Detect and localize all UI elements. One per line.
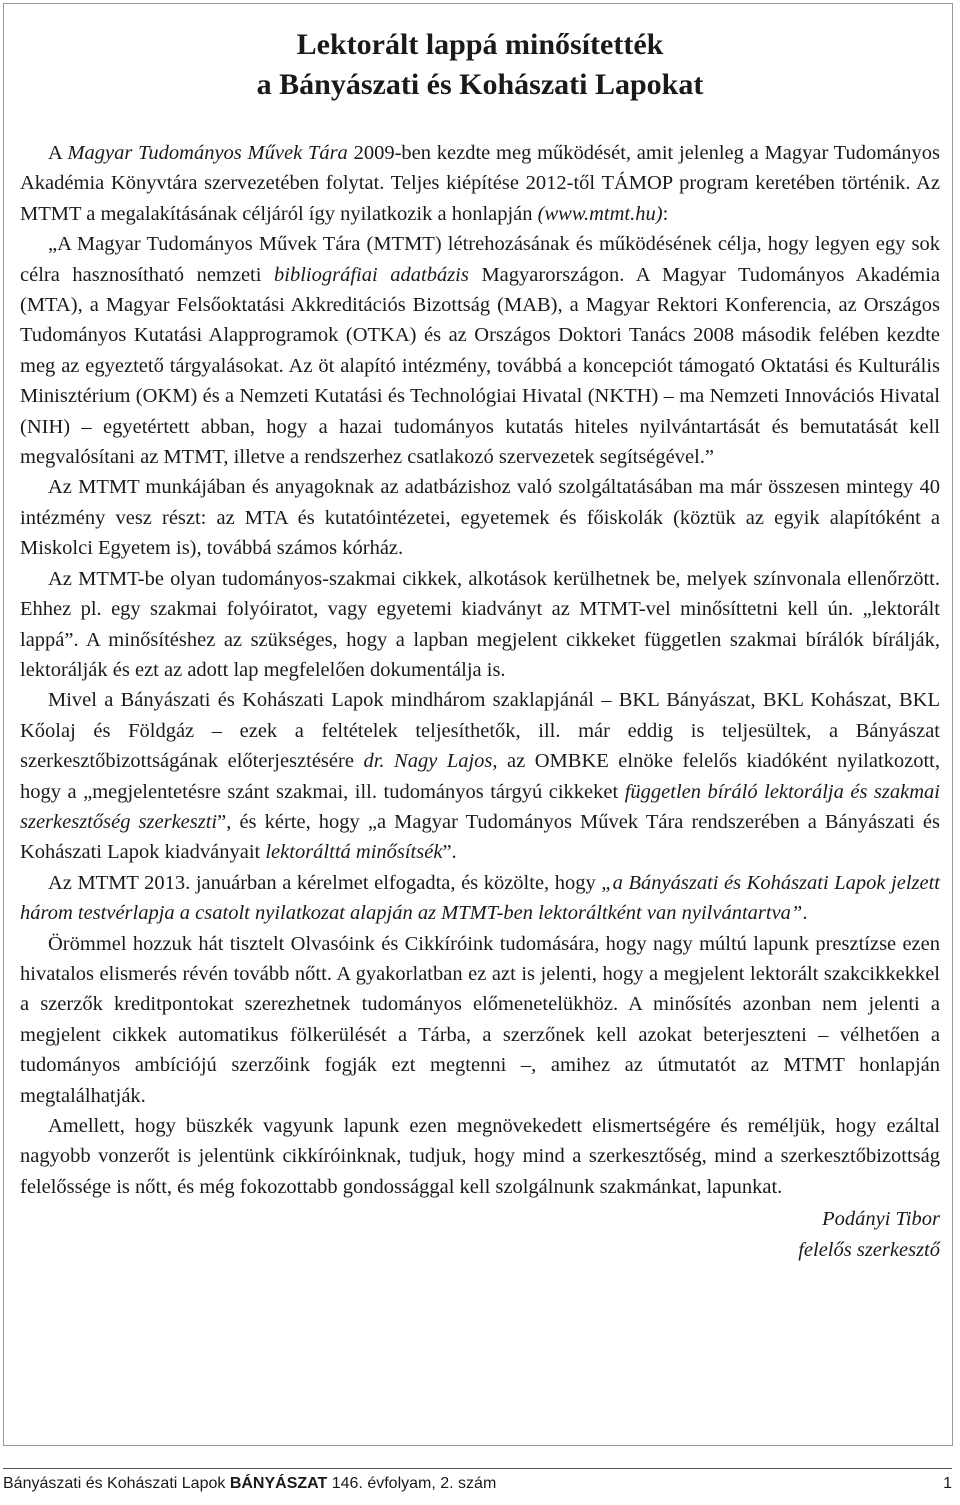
italic-run: Magyar Tudományos Művek Tára [67, 142, 348, 164]
article-title [0, 25, 960, 105]
paragraph-participants: Az MTMT munkájában és anyagoknak az adatbázishoz való szolgáltatásában ma már összesen mintegy 40 intézmény vesz részt: az MTA és kutatóintézetei, egyetemek és főiskolák (köztük az egyik alapítóként a Miskolci Egyetem is), továbbá számos kórház. [20, 476, 940, 560]
article-body [20, 138, 940, 1265]
paragraph-lektoralt: Az MTMT-be olyan tudományos-szakmai cikkek, alkotások kerülhetnek be, melyek színvonala ellenőrzött. Ehhez pl. egy szakmai folyóiratot, vagy egyetemi kiadványt az MTMT-vel minősíttetni kell ún. „lektorált lappá”. A minősítéshez az szükséges, hogy a lapban megjelent cikkeket független szakmai bírálók bírálják, lektorálják és ezt az adott lap megfelelően dokumentálja is. [20, 567, 940, 681]
paragraph-intro: A Magyar Tudományos Művek Tára 2009-ben kezdte meg működését, amit jelenleg a Magyar Tudományos Akadémia Könyvtára szervezetében folytat. Teljes kiépítése 2012-től TÁMOP program keretében történik. Az MTMT a megalakításának céljáról így nyilatkozik a honlapján (www.mtmt.hu): [20, 142, 940, 225]
page-footer [3, 1468, 952, 1499]
page-number: 1 [943, 1475, 952, 1492]
paragraph-prestige: Örömmel hozzuk hát tisztelt Olvasóink és Cikkíróink tudomására, hogy nagy múltú lapunk presztízse ezen hivatalos elismerés révén tovább nőtt. A gyakorlatban ez azt is jelenti, hogy a megjelent lektorált szakcikkekkel a szerzők kreditpontokat szerezhetnek tudományos előmenetelükhöz. A minősítés azonban nem jelenti a megjelent cikkek automatikus fölkerülését a Tárba, a szerzőnek kell azokat beterjeszteni – vélhetően a tudományos ambíciójú szerzőink fogják ezt megtenni –, amihez az útmutatót az MTMT honlapján megtalálhatják. [20, 932, 940, 1107]
paragraph-closing: Amellett, hogy büszkék vagyunk lapunk ezen megnövekedett elismertségére és reméljük, hogy ezáltal nagyobb vonzerőt is jelentünk cikkíróinknak, tudjuk, hogy mind a szerkesztőség, mind a szerkesztőbizottság felelőssége is nőtt, és még fokozottabb gondossággal kell szolgálnunk szakmánkat, lapunkat. [20, 1115, 940, 1198]
footer-journal: Bányászati és Kohászati Lapok [3, 1475, 226, 1492]
paragraph-decision: Az MTMT 2013. januárban a kérelmet elfogadta, és közölte, hogy „a Bányászati és Kohászati Lapok jelzett három testvérlapja a csatolt nyilatkozat alapján az MTMT-ben lektoráltként van nyilvántartva”. [20, 871, 940, 925]
footer-issue: 146. évfolyam, 2. szám [331, 1475, 497, 1492]
italic-run: „a Bányászati és Kohászati Lapok jelzett három testvérlapja a csatolt nyilatkozat alapján az MTMT-ben lektoráltként van nyilvántartva” [20, 871, 940, 925]
signature-name: Podányi Tibor [822, 1208, 940, 1231]
paragraph-quote: „A Magyar Tudományos Művek Tára (MTMT) létrehozásának és működésének célja, hogy legyen egy sok célra hasznosítható nemzeti bibliográfiai adatbázis Magyarországon. A Magyar Tudományos Akadémia (MTA), a Magyar Felsőoktatási Akkreditációs Bizottság (MAB), a Magyar Rektori Konferencia, az Országos Tudományos Kutatási Alapprogramok (OTKA) és az Országos Doktori Tanács 2008 második felében kezdte meg az egyeztető tárgyalásokat. Az öt alapító intézmény, továbbá a koncepciót támogató Oktatási és Kulturális Minisztérium (OKM) és a Nemzeti Kutatási és Technológiai Hivatal (NKTH) – ma Nemzeti Innovációs Hivatal (NIH) – egyetértett abban, hogy a hazai tudományos kutatás hiteles nyilvántartását és bemutatását kell megvalósítani az MTMT, illetve a rendszerhez csatlakozó szervezetek segítségével.” [20, 233, 940, 469]
paragraph-bkl: Mivel a Bányászati és Kohászati Lapok mindhárom szaklapjánál – BKL Bányászat, BKL Kohászat, BKL Kőolaj és Földgáz – ezek a feltételek teljesíthetők, ill. már eddig is teljesültek, a Bányászat szerkesztőbizottságának előterjesztésére dr. Nagy Lajos, az OMBKE elnöke felelős kiadóként nyilatkozott, hogy a „megjelentetésre szánt szakmai, ill. tudományos tárgyú cikkeket független bíráló lektorálja és szakmai szerkesztőség szerkeszti”, és kérte, hogy „a Magyar Tudományos Művek Tára rendszerében a Bányászati és Kohászati Lapok kiadványait lektorálttá minősítsék”. [20, 689, 941, 864]
italic-run: független bíráló lektorálja és szakmai szerkesztőség szerkeszti [20, 780, 940, 833]
footer-section: BÁNYÁSZAT [229, 1475, 328, 1492]
footer-journal-info [3, 1469, 496, 1499]
title-line-2: a Bányászati és Kohászati Lapokat [256, 68, 704, 101]
title-line-1: Lektorált lappá minősítették [296, 28, 664, 61]
italic-run: lektorálttá minősítsék [265, 841, 443, 864]
signature-role: felelős szerkesztő [798, 1238, 940, 1261]
italic-run: bibliográfiai adatbázis [274, 263, 469, 286]
italic-run: dr. Nagy Lajos [363, 750, 493, 773]
signature [20, 1204, 940, 1265]
italic-run: (www.mtmt.hu) [537, 202, 663, 225]
